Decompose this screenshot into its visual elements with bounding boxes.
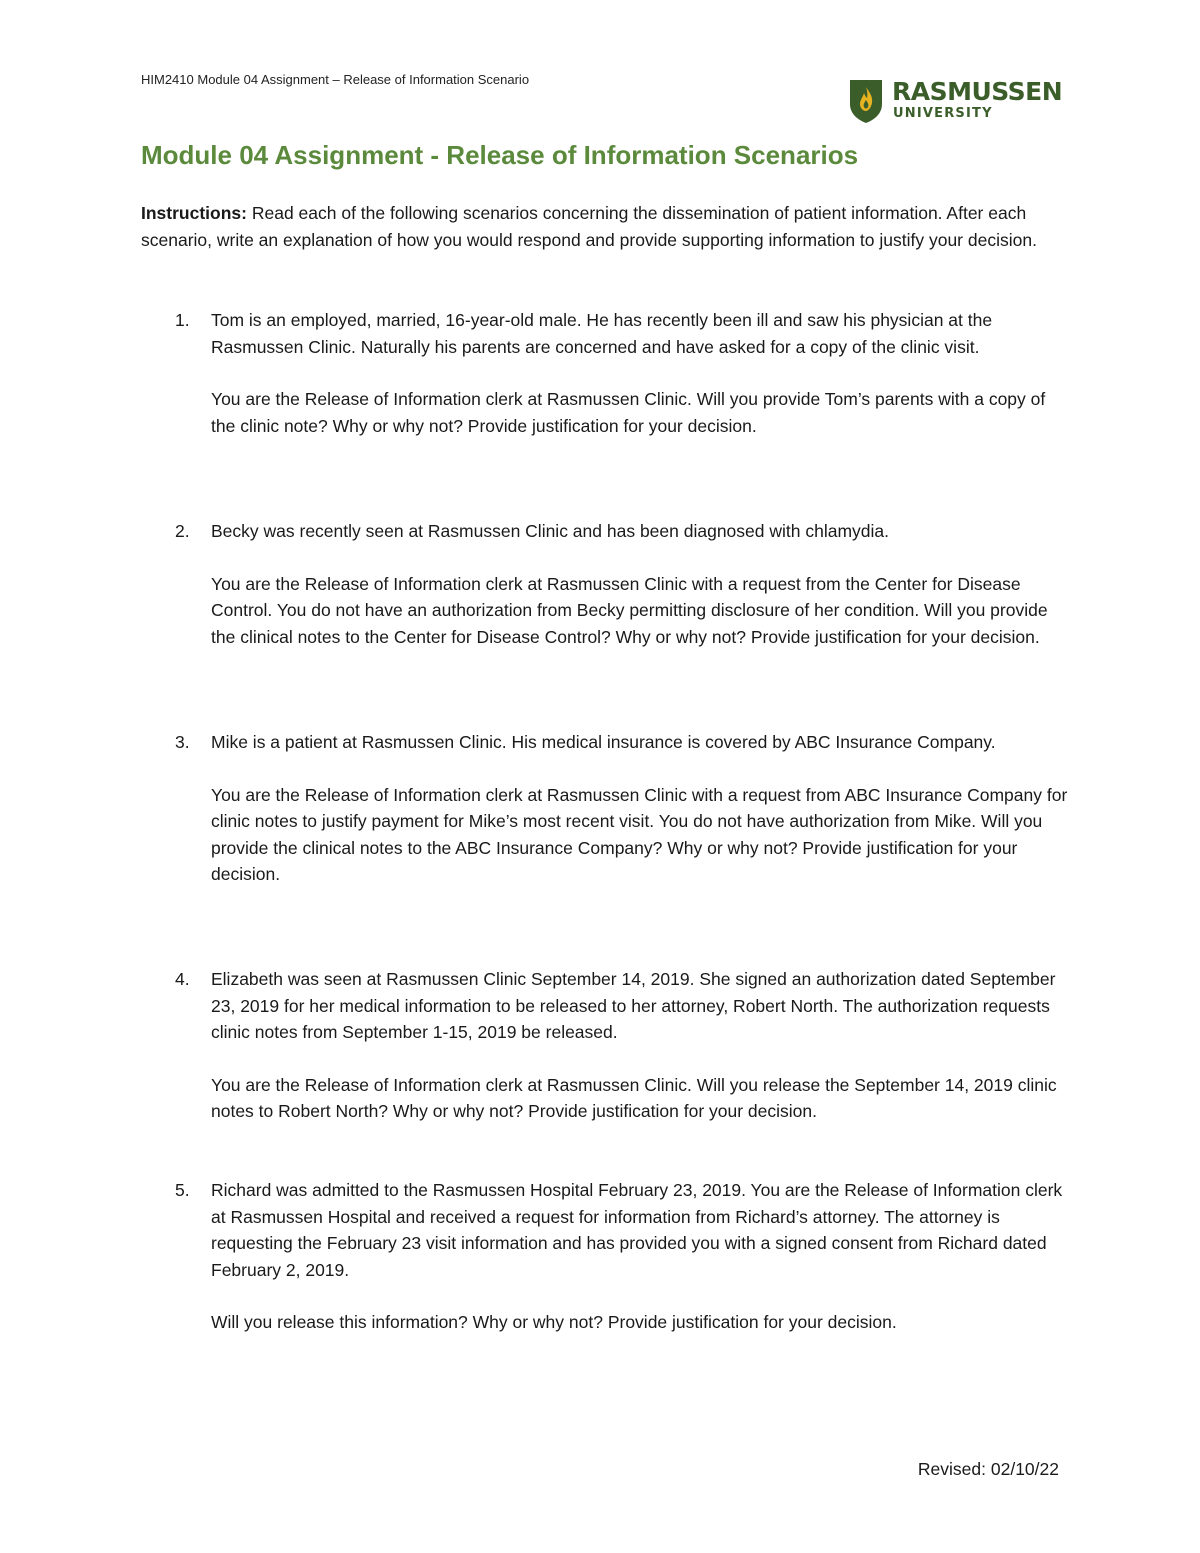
flame-shield-icon: [846, 78, 886, 124]
rasmussen-logo: [846, 77, 1063, 124]
scenario-number: 2.: [175, 521, 190, 541]
scenario-number: 5.: [175, 1180, 190, 1200]
scenario-item: [141, 307, 1071, 439]
scenario-item: [141, 518, 1071, 650]
scenario-number: 3.: [175, 732, 190, 752]
running-header: HIM2410 Module 04 Assignment – Release of Information Scenario: [141, 72, 530, 87]
scenario-question: You are the Release of Information clerk at Rasmussen Clinic with a request from the Center for Disease Control. You do not have an authorization from Becky permitting disclosure of her condition. Will you provide the clinical notes to the Center for Disease Control? Why or why not? Provide justification for your decision.: [211, 573, 1048, 647]
scenario-text: Mike is a patient at Rasmussen Clinic. His medical insurance is covered by ABC Insurance Company.: [211, 732, 996, 752]
scenario-item: [141, 729, 1071, 888]
page-title: Module 04 Assignment - Release of Information Scenarios: [141, 140, 859, 170]
logo-wordmark: RASMUSSEN: [892, 77, 1063, 106]
revised-date: Revised: 02/10/22: [917, 1459, 1059, 1479]
scenario-question: You are the Release of Information clerk at Rasmussen Clinic with a request from ABC Insurance Company for clinic notes to justify payment for Mike’s most recent visit. You do not have authorization from Mike. Will you provide the clinical notes to the ABC Insurance Company? Why or why not? Provide justification for your decision.: [211, 784, 1068, 884]
instructions-label: Instructions:: [141, 203, 247, 223]
scenario-item: [141, 966, 1071, 1125]
scenario-item: [141, 1177, 1071, 1336]
scenario-text: Becky was recently seen at Rasmussen Clinic and has been diagnosed with chlamydia.: [211, 521, 889, 541]
scenario-number: 4.: [175, 969, 190, 989]
instructions: [141, 200, 1071, 253]
instructions-text: Read each of the following scenarios concerning the dissemination of patient information. After each scenario, write an explanation of how you would respond and provide supporting information to justify your decision.: [141, 203, 1037, 250]
scenario-question: You are the Release of Information clerk at Rasmussen Clinic. Will you release the September 14, 2019 clinic notes to Robert North? Why or why not? Provide justification for your decision.: [211, 1074, 1057, 1121]
scenario-text: Tom is an employed, married, 16-year-old male. He has recently been ill and saw his physician at the Rasmussen Clinic. Naturally his parents are concerned and have asked for a copy of the clinic visit.: [211, 310, 993, 357]
logo-subtitle: UNIVERSITY: [893, 106, 993, 121]
scenario-number: 1.: [175, 310, 190, 330]
scenario-question: You are the Release of Information clerk at Rasmussen Clinic. Will you provide Tom’s parents with a copy of the clinic note? Why or why not? Provide justification for your decision.: [211, 389, 1046, 436]
scenario-question: Will you release this information? Why or why not? Provide justification for your decision.: [211, 1312, 897, 1332]
scenario-text: Elizabeth was seen at Rasmussen Clinic September 14, 2019. She signed an authorization dated September 23, 2019 for her medical information to be released to her attorney, Robert North. The authorization requests clinic notes from September 1-15, 2019 be released.: [211, 969, 1056, 1042]
scenario-text: Richard was admitted to the Rasmussen Hospital February 23, 2019. You are the Release of Information clerk at Rasmussen Hospital and received a request for information from Richard’s attorney. The attorney is requesting the February 23 visit information and has provided you with a signed consent from Richard dated February 2, 2019.: [211, 1180, 1063, 1280]
